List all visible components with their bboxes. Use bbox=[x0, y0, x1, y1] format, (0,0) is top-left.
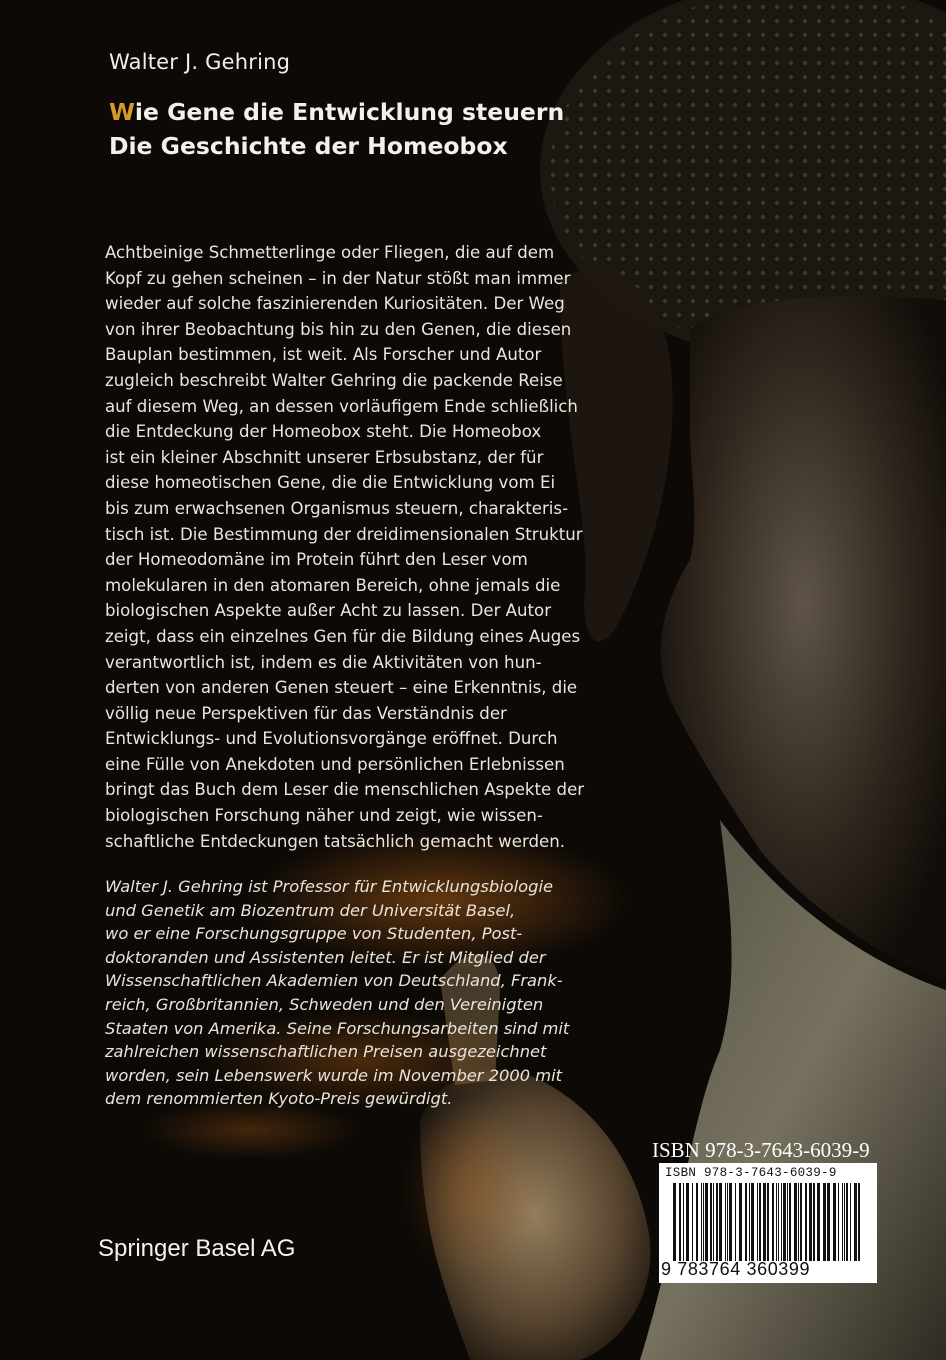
title-line-1-rest: ie Gene die Entwicklung steuern bbox=[134, 98, 565, 126]
barcode-bar bbox=[679, 1183, 681, 1261]
barcode-bar bbox=[703, 1183, 704, 1261]
description-line: molekularen in den atomaren Bereich, ohne jemals die bbox=[105, 575, 561, 595]
barcode-isbn-text: ISBN 978-3-7643-6039-9 bbox=[665, 1166, 837, 1180]
barcode-bar bbox=[739, 1183, 742, 1261]
publisher-name: Springer Basel AG bbox=[98, 1235, 296, 1262]
title-line-2: Die Geschichte der Homeobox bbox=[109, 132, 508, 160]
barcode-bar bbox=[783, 1183, 786, 1261]
bio-line: Staaten von Amerika. Seine Forschungsarbeiten sind mit bbox=[105, 1018, 570, 1038]
barcode-bar bbox=[817, 1183, 820, 1261]
barcode-bar bbox=[772, 1183, 774, 1261]
book-description bbox=[105, 240, 605, 854]
barcode-bar bbox=[673, 1183, 676, 1261]
barcode-bar bbox=[789, 1183, 791, 1261]
barcode-bar bbox=[844, 1183, 845, 1261]
barcode-bar bbox=[781, 1183, 782, 1261]
bio-line: dem renommierten Kyoto-Preis gewürdigt. bbox=[105, 1089, 453, 1109]
barcode-bar bbox=[854, 1183, 857, 1261]
barcode-digits: 9 783764 360399 bbox=[661, 1259, 811, 1279]
barcode-bar bbox=[763, 1183, 766, 1261]
barcode-bar bbox=[725, 1183, 726, 1261]
barcode-bar bbox=[759, 1183, 761, 1261]
barcode-bar bbox=[798, 1183, 799, 1261]
bio-line: und Genetik am Biozentrum der Universität Basel, bbox=[105, 900, 516, 920]
barcode-bar bbox=[749, 1183, 750, 1261]
barcode-bar bbox=[686, 1183, 689, 1261]
barcode-bar bbox=[727, 1183, 728, 1261]
bio-line: reich, Großbritannien, Schweden und den Vereinigten bbox=[105, 994, 544, 1014]
title-line-1 bbox=[109, 95, 564, 129]
description-line: auf diesem Weg, an dessen vorläufigem Ende schließlich bbox=[105, 396, 578, 416]
barcode-bar bbox=[842, 1183, 843, 1261]
description-line: von ihrer Beobachtung bis hin zu den Genen, die diesen bbox=[105, 319, 572, 339]
description-line: schaftliche Entdeckungen tatsächlich gemacht werden. bbox=[105, 831, 566, 851]
barcode-bar bbox=[778, 1183, 779, 1261]
book-title bbox=[109, 95, 564, 163]
description-line: derten von anderen Genen steuert – eine Erkenntnis, die bbox=[105, 678, 578, 698]
description-line: Entwicklungs- und Evolutionsvorgänge eröffnet. Durch bbox=[105, 729, 558, 749]
barcode-bar bbox=[729, 1183, 732, 1261]
bio-line: worden, sein Lebenswerk wurde im November 2000 mit bbox=[105, 1065, 563, 1085]
barcode-bar bbox=[713, 1183, 714, 1261]
barcode-bar bbox=[735, 1183, 736, 1261]
barcode-bar bbox=[858, 1183, 860, 1261]
description-line: eine Fülle von Anekdoten und persönlichen Erlebnissen bbox=[105, 754, 565, 774]
barcode-bar bbox=[767, 1183, 769, 1261]
barcode-bar bbox=[745, 1183, 747, 1261]
bio-line: zahlreichen wissenschaftlichen Preisen ausgezeichnet bbox=[105, 1042, 547, 1062]
barcode-bar bbox=[850, 1183, 851, 1261]
description-line: biologischen Forschung näher und zeigt, wie wissen- bbox=[105, 806, 543, 826]
isbn-heading: ISBN 978-3-7643-6039-9 bbox=[652, 1138, 870, 1162]
description-line: verantwortlich ist, indem es die Aktivitäten von hun- bbox=[105, 652, 542, 672]
description-line: Bauplan bestimmen, ist weit. Als Forscher und Autor bbox=[105, 345, 542, 365]
barcode-bar bbox=[705, 1183, 708, 1261]
barcode-bar bbox=[716, 1183, 718, 1261]
bio-line: Walter J. Gehring ist Professor für Entwicklungsbiologie bbox=[105, 877, 553, 896]
barcode-bar bbox=[833, 1183, 836, 1261]
barcode-bars bbox=[665, 1183, 871, 1261]
description-line: tisch ist. Die Bestimmung der dreidimensionalen Struktur bbox=[105, 524, 583, 544]
description-line: ist ein kleiner Abschnitt unserer Erbsubstanz, der für bbox=[105, 447, 544, 467]
description-line: zugleich beschreibt Walter Gehring die packende Reise bbox=[105, 370, 563, 390]
description-line: zeigt, dass ein einzelnes Gen für die Bildung eines Auges bbox=[105, 626, 581, 646]
description-line: bringt das Buch dem Leser die menschlichen Aspekte der bbox=[105, 780, 585, 800]
barcode-bar bbox=[776, 1183, 777, 1261]
barcode-bar bbox=[751, 1183, 754, 1261]
barcode-bar bbox=[809, 1183, 812, 1261]
description-line: diese homeotischen Gene, die die Entwicklung vom Ei bbox=[105, 473, 556, 493]
barcode-bar bbox=[800, 1183, 802, 1261]
bio-line: doktoranden und Assistenten leitet. Er ist Mitglied der bbox=[105, 947, 546, 967]
description-line: biologischen Aspekte außer Acht zu lassen. Der Autor bbox=[105, 601, 552, 621]
barcode-bar bbox=[838, 1183, 839, 1261]
description-line: Kopf zu gehen scheinen – in der Natur stößt man immer bbox=[105, 268, 571, 288]
barcode-bar bbox=[846, 1183, 848, 1261]
description-line: völlig neue Perspektiven für das Verständnis der bbox=[105, 703, 507, 723]
description-line: die Entdeckung der Homeobox steht. Die Homeobox bbox=[105, 422, 542, 442]
bio-line: wo er eine Forschungsgruppe von Studenten, Post- bbox=[105, 924, 523, 944]
description-line: bis zum erwachsenen Organismus steuern, charakteris- bbox=[105, 498, 569, 518]
barcode-bar bbox=[757, 1183, 758, 1261]
author-biography bbox=[105, 875, 605, 1111]
barcode-bar bbox=[823, 1183, 826, 1261]
barcode-bar bbox=[813, 1183, 815, 1261]
barcode-bar bbox=[701, 1183, 702, 1261]
barcode-bar bbox=[827, 1183, 830, 1261]
description-line: der Homeodomäne im Protein führt den Leser vom bbox=[105, 550, 528, 570]
barcode-bar bbox=[683, 1183, 684, 1261]
barcode-bar bbox=[787, 1183, 788, 1261]
barcode-bar bbox=[692, 1183, 693, 1261]
author-name: Walter J. Gehring bbox=[109, 50, 291, 74]
bio-line: Wissenschaftlichen Akademien von Deutschland, Frank- bbox=[105, 971, 563, 991]
description-line: wieder auf solche faszinierenden Kuriositäten. Der Weg bbox=[105, 294, 565, 314]
description-line: Achtbeinige Schmetterlinge oder Fliegen, die auf dem bbox=[105, 243, 555, 262]
barcode-bar bbox=[710, 1183, 712, 1261]
title-initial: W bbox=[109, 98, 135, 126]
barcode-bar bbox=[696, 1183, 698, 1261]
barcode-bar bbox=[805, 1183, 807, 1261]
barcode-bar bbox=[794, 1183, 797, 1261]
barcode-bar bbox=[719, 1183, 722, 1261]
barcode bbox=[659, 1163, 877, 1283]
